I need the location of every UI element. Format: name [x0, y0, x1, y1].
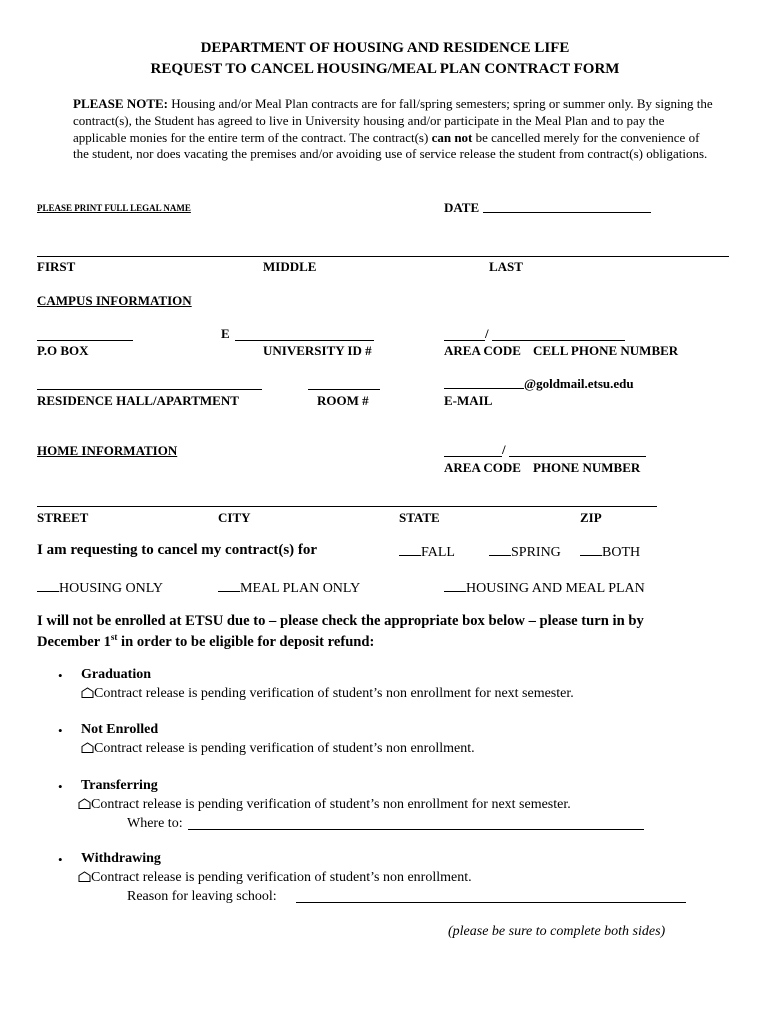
withdraw-reason-label: Reason for leaving school: — [127, 889, 277, 904]
cell-area-code-field[interactable] — [444, 340, 485, 341]
reason-withdrawing-title: Withdrawing — [81, 851, 161, 866]
state-label: STATE — [399, 510, 440, 525]
checkbox-icon[interactable] — [78, 798, 91, 809]
university-id-label: UNIVERSITY ID # — [263, 343, 372, 358]
form-title-line2: REQUEST TO CANCEL HOUSING/MEAL PLAN CONTRACT FORM — [150, 61, 620, 77]
reason-graduation-title: Graduation — [81, 667, 152, 682]
print-name-label: PLEASE PRINT FULL LEGAL NAME — [37, 203, 191, 213]
housing-only-option[interactable]: HOUSING ONLY — [37, 579, 163, 597]
reason-transferring-option[interactable]: Contract release is pending verification of student’s non enrollment for next semester. — [78, 797, 571, 813]
checkbox-icon[interactable] — [81, 742, 94, 753]
home-phone-slash: / — [502, 442, 506, 457]
term-fall-option[interactable]: FALL — [399, 543, 455, 561]
cell-phone-slash: / — [485, 326, 489, 341]
cell-phone-label: CELL PHONE NUMBER — [533, 343, 679, 358]
university-id-prefix: E — [221, 326, 230, 341]
meal-plan-only-option[interactable]: MEAL PLAN ONLY — [218, 579, 360, 597]
email-label: E-MAIL — [444, 393, 493, 408]
form-title-line1: DEPARTMENT OF HOUSING AND RESIDENCE LIFE — [200, 40, 570, 56]
transfer-where-label: Where to: — [127, 816, 183, 831]
po-box-label: P.O BOX — [37, 343, 89, 358]
home-area-code-label: AREA CODE — [444, 460, 521, 475]
reason-withdrawing-option[interactable]: Contract release is pending verification of student’s non enrollment. — [78, 870, 472, 886]
full-name-field[interactable] — [37, 256, 729, 257]
request-cancel-text: I am requesting to cancel my contract(s) for — [37, 542, 318, 558]
university-id-field[interactable] — [235, 340, 374, 341]
date-label: DATE — [444, 200, 480, 215]
enrollment-text-line2: December 1st in order to be eligible for deposit refund: — [37, 632, 375, 650]
first-name-label: FIRST — [37, 259, 76, 274]
reason-graduation-option[interactable]: Contract release is pending verification of student’s non enrollment for next semester. — [81, 686, 574, 702]
reason-not-enrolled-option[interactable]: Contract release is pending verification of student’s non enrollment. — [81, 741, 475, 757]
email-field[interactable] — [444, 388, 524, 389]
home-info-heading: HOME INFORMATION — [37, 443, 178, 458]
po-box-field[interactable] — [37, 340, 133, 341]
please-note-label: PLEASE NOTE: — [73, 96, 168, 111]
checkbox-icon[interactable] — [81, 687, 94, 698]
withdraw-reason-field[interactable] — [296, 902, 686, 903]
note-text-2: be cancelled merely for the convenience of the student, nor does vacating the premises and/or avoiding use of service release the student from contract(s) obligations. — [73, 129, 708, 162]
home-phone-label: PHONE NUMBER — [533, 460, 641, 475]
transfer-where-field[interactable] — [188, 829, 644, 830]
last-name-label: LAST — [489, 259, 523, 274]
street-label: STREET — [37, 510, 89, 525]
bullet-icon: • — [58, 779, 63, 794]
cell-phone-field[interactable] — [492, 340, 625, 341]
checkbox-icon[interactable] — [78, 871, 91, 882]
note-text-1: Housing and/or Meal Plan contracts are for fall/spring semesters; spring or summer only. By signing the contract(s), the Student has agreed to live in University housing and/or participate in the Meal Plan and to pay the applicable monies for the entire term of the contract. The contract(s) — [73, 96, 713, 145]
room-number-label: ROOM # — [317, 393, 369, 408]
bullet-icon: • — [58, 852, 63, 867]
email-domain: @goldmail.etsu.edu — [524, 376, 634, 391]
home-phone-field[interactable] — [509, 456, 646, 457]
note-cannot: can not — [431, 129, 473, 145]
zip-label: ZIP — [580, 510, 602, 525]
reason-not-enrolled-title: Not Enrolled — [81, 722, 159, 737]
home-address-field[interactable] — [37, 506, 657, 507]
housing-and-meal-option[interactable]: HOUSING AND MEAL PLAN — [444, 579, 645, 597]
residence-hall-label: RESIDENCE HALL/APARTMENT — [37, 393, 239, 408]
campus-info-heading: CAMPUS INFORMATION — [37, 293, 192, 308]
room-number-field[interactable] — [308, 389, 380, 390]
please-note-paragraph — [73, 96, 713, 163]
cell-area-code-label: AREA CODE — [444, 343, 521, 358]
home-area-code-field[interactable] — [444, 456, 502, 457]
reason-transferring-title: Transferring — [81, 778, 158, 793]
term-spring-option[interactable]: SPRING — [489, 543, 561, 561]
city-label: CITY — [218, 510, 251, 525]
date-field[interactable] — [483, 212, 651, 213]
bullet-icon: • — [58, 723, 63, 738]
middle-name-label: MIDDLE — [263, 259, 317, 274]
residence-hall-field[interactable] — [37, 389, 262, 390]
bullet-icon: • — [58, 668, 63, 683]
term-both-option[interactable]: BOTH — [580, 543, 640, 561]
enrollment-text-line1: I will not be enrolled at ETSU due to – please check the appropriate box below – please turn in by — [37, 613, 644, 629]
complete-both-sides-note: (please be sure to complete both sides) — [448, 924, 666, 939]
